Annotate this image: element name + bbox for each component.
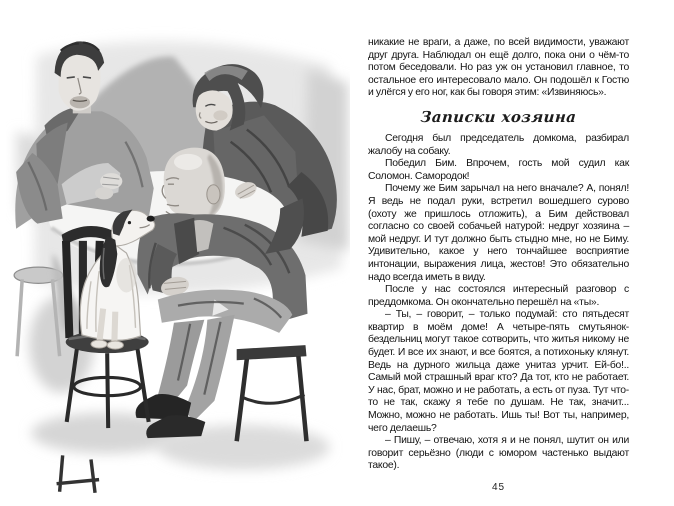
body-paragraph: Почему же Бим зарычал на него вначале? А, понял! Я ведь не подал руки, встретил вошедшего сурово (охоту же пришлось отложить), а Бим действовал согласно со своей собачьей натурой: недруг хозяина – мой недруг. И тут должно быть стыдно мне, но не Биму. Удивительно, какое у него тончайшее восприятие интонации, выражения лица, жестов! Это обязательно надо всегда иметь в виду. [368,183,629,283]
dog-nose [147,216,155,222]
continuation-paragraph: никакие не враги, а даже, по всей видимости, уважают друг друга. Наблюдал он ещё долго, пока они о чём-то потом беседовали. Но раз уж он установил главное, то остальное его интересовало мало. Он подошёл к Гостю и улёгся у его ног, как бы говоря этим: «Извиняюсь». [368,37,629,99]
right-page [368,37,629,493]
body-paragraph: После у нас состоялся интересный разговор с преддомкома. Он окончательно перешёл на «ты». [368,284,629,308]
body-paragraph: – Ты, – говорит, – только подумай: сто пятьдесят квартир в моём доме! А четыре-пять смутьянок-бездельниц могут такое сотворить, что житья никому не будет. И все их знают, и все боятся, а потихоньку клянут. Ведь на дурного жильца даже унитаз урчит. Ей-бо!.. Самый мой страшный враг кто? Да тот, кто не работает. У нас, брат, можно и не работать, а есть от пуза. Тут что-то не так, скажу я тебе по душам. Не так, значит... Можно, можно не работать. Ишь ты! Вот ты, например, чего делаешь? [368,309,629,434]
page-number: 45 [491,482,506,493]
left-page [6,10,350,496]
book-illustration [6,10,350,496]
body-paragraph: Сегодня был председатель домкома, разбирал жалобу на собаку. [368,132,629,157]
body-paragraph: – Пишу, – отвечаю, хотя я и не понял, шутит он или говорит серьёзно (люди с юмором частенько выдают такое). [368,435,629,472]
dog-eye [128,221,131,224]
body-paragraph: Победил Бим. Впрочем, гость мой судил как Соломон. Самородок! [368,158,629,182]
section-heading: Записки хозяина [419,107,578,126]
